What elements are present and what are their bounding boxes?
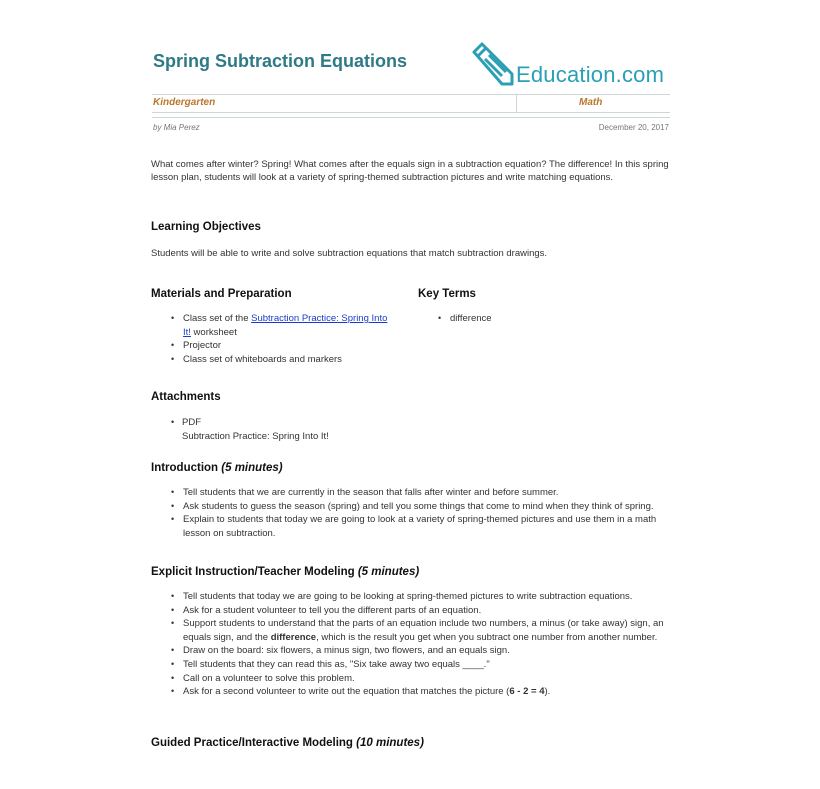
- key-terms-list: [438, 312, 638, 326]
- bullet-icon: •: [171, 417, 175, 427]
- section-title: Introduction: [151, 462, 219, 474]
- attachment-type: PDF: [182, 417, 201, 428]
- list-item: • Draw on the board: six flowers, a minus sign, two flowers, and an equals sign.: [171, 644, 671, 658]
- item-text: Ask for a second volunteer to write out the equation that matches the picture (: [183, 686, 510, 698]
- divider-lower: [152, 117, 670, 118]
- key-terms-heading: Key Terms: [418, 288, 476, 300]
- section-duration: (5 minutes): [221, 462, 283, 474]
- explicit-instruction-heading: [151, 566, 419, 578]
- attachments-heading: Attachments: [151, 391, 221, 403]
- pencil-logo-icon: [468, 40, 516, 86]
- list-item: • Class set of whiteboards and markers: [171, 353, 396, 367]
- item-text: ).: [544, 686, 551, 698]
- section-title: Explicit Instruction/Teacher Modeling: [151, 566, 355, 578]
- list-item: • Tell students that today we are going to be looking at spring-themed pictures to write subtraction equations.: [171, 590, 671, 604]
- learning-objectives-heading: Learning Objectives: [151, 221, 261, 233]
- worksheet-link[interactable]: Subtraction Practice: Spring Into It!: [183, 313, 388, 338]
- key-term-difference: difference: [270, 631, 317, 643]
- grade-label: Kindergarten: [153, 97, 216, 108]
- author-byline: by Mia Perez: [153, 123, 200, 132]
- materials-list: [171, 312, 396, 366]
- materials-item-prefix: Class set of the: [183, 313, 252, 324]
- subject-label: Math: [579, 97, 603, 108]
- section-duration: (5 minutes): [357, 566, 420, 578]
- list-item: [171, 685, 671, 699]
- logo-wordmark: Education.com: [516, 62, 665, 87]
- list-item: [171, 617, 671, 644]
- list-item: • Tell students that they can read this as, "Six take away two equals ____.": [171, 658, 671, 672]
- attachment-name: Subtraction Practice: Spring Into It!: [182, 430, 329, 442]
- item-text: , which is the result you get when you subtract one number from another number.: [316, 631, 658, 643]
- equation-answer: 6 - 2 = 4: [509, 686, 545, 698]
- list-item: • Ask for a student volunteer to tell you the different parts of an equation.: [171, 604, 671, 618]
- list-item: • Explain to students that today we are going to look at a variety of spring-themed pictures and use them in a math lesson on subtraction.: [171, 513, 671, 540]
- list-item: • Call on a volunteer to solve this problem.: [171, 672, 671, 686]
- list-item: • Tell students that we are currently in the season that falls after winter and before summer.: [171, 486, 671, 500]
- intro-paragraph: What comes after winter? Spring! What comes after the equals sign in a subtraction equation? The difference! In this spring lesson plan, students will look at a variety of spring-themed subtraction pictures and write matching equations.: [151, 159, 669, 183]
- materials-heading: Materials and Preparation: [151, 288, 292, 300]
- list-item: • Projector: [171, 339, 396, 353]
- education-com-logo[interactable]: [468, 40, 673, 86]
- divider-middle: [152, 112, 670, 113]
- explicit-instruction-list: [171, 590, 671, 699]
- list-item: [171, 312, 396, 339]
- list-item: • Ask students to guess the season (spring) and tell you some things that come to mind when they think of spring.: [171, 500, 671, 514]
- publish-date: December 20, 2017: [598, 123, 669, 132]
- learning-objectives-text: Students will be able to write and solve subtraction equations that match subtraction drawings.: [151, 248, 548, 259]
- guided-practice-heading: [151, 737, 424, 749]
- introduction-heading: [151, 462, 283, 474]
- list-item: • difference: [438, 312, 638, 326]
- divider-top: [152, 94, 670, 95]
- section-title: Guided Practice/Interactive Modeling: [151, 737, 353, 749]
- materials-item-suffix: worksheet: [190, 326, 237, 338]
- introduction-list: [171, 486, 671, 540]
- page-title: Spring Subtraction Equations: [153, 51, 408, 71]
- item-text: Support students to understand that the parts of an equation include two numbers, a minus (or take away) sign, an equals sign, and the: [183, 618, 664, 643]
- attachment-item[interactable]: [171, 416, 329, 443]
- section-duration: (10 minutes): [356, 737, 424, 749]
- divider-vertical: [516, 94, 517, 112]
